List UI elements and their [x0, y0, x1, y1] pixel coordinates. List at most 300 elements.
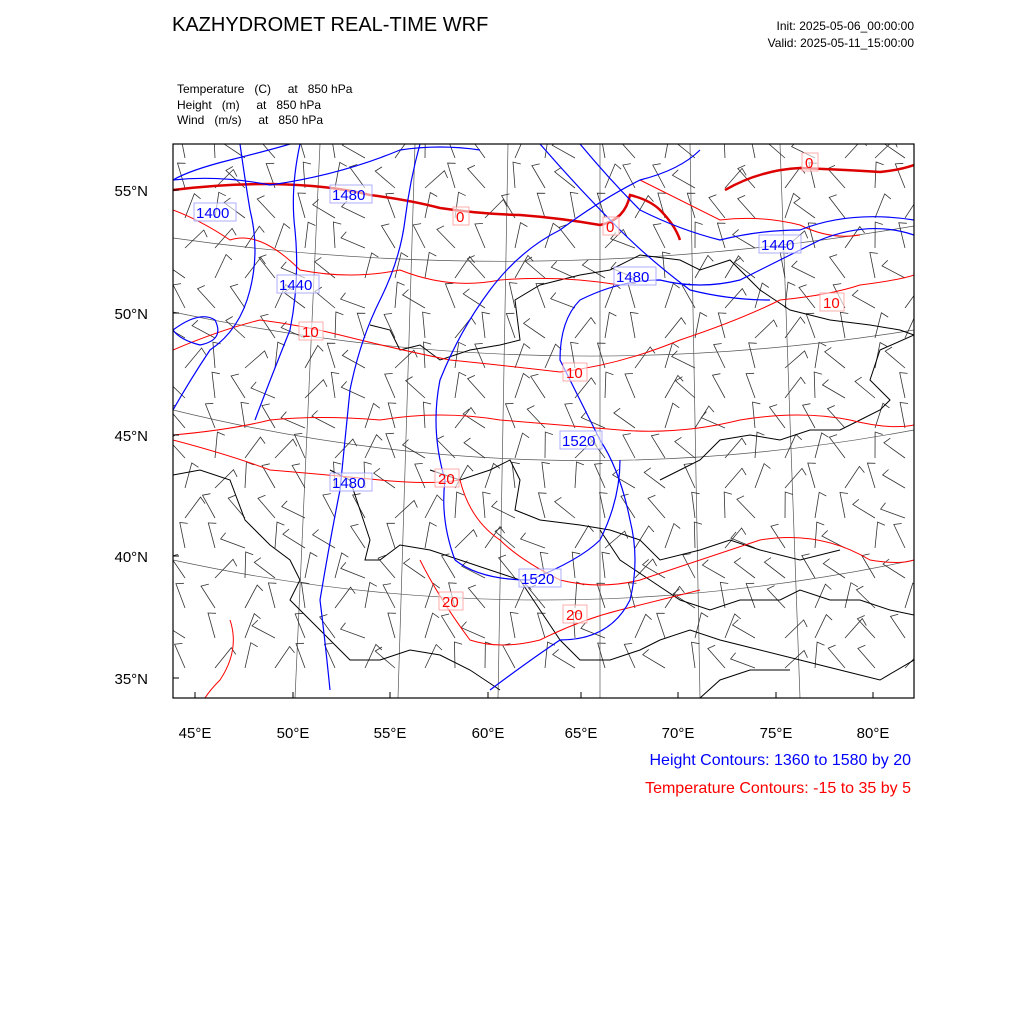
wind-barb	[623, 164, 635, 188]
wind-barb	[597, 583, 605, 608]
wind-barb	[499, 555, 515, 578]
wind-barb	[900, 403, 908, 429]
field-temperature: Temperature (C) at 850 hPa	[177, 82, 353, 96]
wind-barb	[215, 559, 237, 578]
wind-barb	[605, 372, 613, 398]
wind-barb	[168, 405, 185, 428]
wind-barb	[785, 620, 807, 638]
wind-barb	[176, 583, 185, 608]
wind-barb	[875, 403, 890, 428]
wind-barb	[425, 522, 437, 548]
temperature-label: 10	[302, 324, 319, 341]
wind-barb	[386, 433, 395, 458]
wind-barb	[825, 347, 845, 368]
wind-barb	[551, 261, 575, 278]
wind-barb	[461, 622, 485, 638]
wind-barb	[305, 222, 315, 248]
wind-barb	[455, 372, 466, 398]
wind-barb	[755, 464, 770, 488]
wind-barb	[351, 524, 365, 548]
wind-barb	[468, 375, 485, 398]
wind-barb	[692, 642, 700, 668]
wind-barb	[602, 552, 610, 578]
wind-barb	[305, 345, 323, 368]
wind-barb	[245, 585, 263, 608]
wind-barb	[404, 558, 425, 578]
wind-barb	[555, 497, 575, 518]
height-contour-labels	[194, 185, 801, 588]
wind-barb	[180, 133, 188, 159]
wind-barb	[341, 562, 365, 578]
wind-barb	[425, 613, 439, 638]
wind-barb	[630, 312, 638, 338]
wind-barb	[524, 318, 545, 338]
wind-barb	[624, 643, 635, 668]
wind-barb	[852, 290, 875, 308]
wind-barb	[575, 526, 594, 548]
wind-barb	[350, 165, 365, 189]
wind-barb	[213, 342, 221, 368]
wind-barb	[702, 560, 725, 578]
wind-barb	[231, 374, 245, 398]
wind-barb	[185, 497, 205, 518]
wind-barb	[295, 613, 305, 638]
wind-barb	[657, 613, 665, 638]
wind-barb	[425, 583, 440, 608]
wind-barb	[515, 433, 529, 458]
wind-barb	[425, 252, 436, 278]
wind-barb	[375, 167, 395, 188]
temperature-label: 10	[823, 295, 840, 312]
wind-barb	[845, 619, 866, 638]
wind-barb	[651, 434, 665, 458]
lon-label: 65°E	[564, 725, 598, 742]
temperature-contour-labels	[299, 153, 844, 624]
wind-barb	[653, 224, 665, 248]
wind-barb	[365, 582, 377, 608]
lat-label: 35°N	[114, 671, 148, 688]
init-time: Init: 2025-05-06_00:00:00	[776, 19, 914, 33]
wind-barb	[333, 222, 341, 248]
wind-barb	[482, 312, 490, 338]
wind-barb	[845, 466, 864, 488]
wind-barb	[375, 647, 395, 668]
wind-barb	[737, 496, 755, 518]
wind-barb	[296, 643, 305, 668]
wind-barb	[208, 523, 216, 548]
wind-barb	[532, 164, 545, 188]
wind-barb	[515, 344, 530, 368]
wind-barb	[598, 643, 606, 668]
wind-barb	[884, 138, 905, 158]
wind-barb	[582, 260, 605, 278]
wind-barb	[875, 194, 891, 218]
wind-barb	[830, 255, 845, 278]
wind-barb	[441, 614, 455, 638]
wind-barb	[855, 377, 875, 398]
wind-barb	[425, 171, 448, 188]
wind-barb	[470, 135, 485, 159]
wind-barb	[856, 586, 875, 608]
wind-barb	[455, 257, 475, 279]
wind-barb	[215, 255, 232, 279]
wind-barb	[894, 524, 905, 549]
wind-barb	[335, 439, 357, 458]
wind-barb	[731, 653, 755, 668]
wind-barb	[858, 645, 875, 668]
lon-label: 50°E	[276, 725, 310, 742]
wind-barb	[163, 619, 185, 638]
wind-barb	[492, 501, 515, 518]
wind-barb	[625, 373, 635, 398]
wind-barb	[665, 524, 680, 548]
wind-barb	[725, 468, 746, 488]
wind-barb	[445, 283, 455, 308]
wind-barb	[675, 437, 695, 458]
wind-barb	[448, 163, 456, 188]
wind-barb	[635, 347, 655, 368]
wind-barb	[545, 432, 553, 458]
wind-barb	[515, 223, 527, 248]
lon-label: 80°E	[856, 725, 890, 742]
wind-barb	[665, 283, 680, 308]
wind-barb	[305, 380, 327, 398]
field-wind: Wind (m/s) at 850 hPa	[177, 113, 324, 127]
wind-barb	[384, 313, 395, 338]
height-label: 1480	[332, 187, 366, 204]
valid-time: Valid: 2025-05-11_15:00:00	[767, 36, 914, 50]
wind-barb	[406, 377, 425, 398]
wind-barb	[539, 493, 547, 518]
wind-barb	[258, 135, 275, 158]
wind-barb	[455, 492, 464, 518]
wind-barb	[840, 493, 848, 519]
wind-barb	[455, 530, 477, 548]
wind-barb	[164, 258, 185, 278]
wind-barb	[665, 343, 679, 368]
wind-barb	[282, 501, 305, 518]
wind-barb	[905, 287, 925, 308]
wind-barb	[806, 313, 815, 338]
wind-barb	[665, 375, 683, 398]
wind-barb	[708, 645, 725, 668]
wind-barb	[555, 167, 575, 188]
wind-barb	[857, 616, 875, 639]
wind-barb	[208, 613, 216, 638]
wind-barb	[341, 381, 365, 398]
wind-barb	[245, 351, 268, 368]
height-label: 1520	[562, 433, 596, 450]
wind-barb	[531, 374, 545, 398]
wind-barb	[875, 162, 884, 188]
wind-barb	[875, 222, 883, 248]
wind-barb	[335, 162, 347, 188]
wind-barb	[425, 645, 442, 669]
wind-barb	[665, 132, 677, 158]
wind-barb	[275, 439, 297, 458]
wind-barb	[245, 643, 258, 668]
lat-label: 45°N	[114, 428, 148, 445]
wind-barb	[829, 435, 845, 458]
wind-barb	[365, 403, 380, 428]
wind-barb	[468, 585, 485, 608]
height-label: 1520	[521, 571, 555, 588]
wind-barb	[275, 647, 295, 669]
wind-barb	[755, 320, 777, 338]
wind-barb	[734, 558, 755, 578]
wind-barb	[815, 492, 826, 518]
wind-barb	[446, 133, 455, 158]
wind-barb	[503, 644, 515, 668]
wind-barb	[545, 132, 556, 158]
wind-barb	[464, 438, 485, 458]
wind-barb	[672, 170, 695, 188]
wind-barb	[510, 612, 518, 638]
wind-barb	[387, 523, 395, 548]
wind-barb	[815, 615, 832, 638]
wind-barb	[618, 135, 635, 158]
wind-barb	[335, 553, 348, 578]
wind-barb	[600, 132, 608, 158]
wind-barb	[342, 350, 365, 368]
wind-barb	[185, 348, 206, 368]
wind-barb	[257, 196, 275, 218]
lat-label: 40°N	[114, 549, 148, 566]
wind-barb	[628, 283, 636, 308]
lon-label: 60°E	[471, 725, 505, 742]
wind-barb	[382, 224, 396, 248]
wind-barb	[537, 193, 545, 218]
wind-barb	[241, 402, 249, 428]
wind-barb	[475, 223, 485, 248]
wind-barb	[374, 468, 395, 488]
wind-barb	[733, 229, 755, 248]
wind-barb	[623, 434, 635, 458]
wind-barb	[403, 290, 425, 309]
wind-barb	[840, 312, 848, 338]
wind-barb	[695, 406, 714, 428]
wind-barb	[814, 372, 822, 398]
wind-barb	[413, 224, 425, 248]
wind-barb	[870, 253, 878, 279]
wind-barb	[829, 195, 845, 218]
wind-barb	[884, 438, 905, 458]
wind-barb	[724, 492, 732, 518]
wind-barb	[785, 492, 793, 518]
wind-barb	[885, 347, 905, 368]
wind-barb	[575, 462, 584, 488]
wind-barb	[845, 139, 867, 158]
wind-barb	[251, 382, 275, 398]
wind-barb	[665, 586, 684, 608]
wind-barb	[455, 408, 476, 429]
height-label: 1440	[761, 237, 795, 254]
wind-barb	[245, 462, 254, 488]
wind-barb	[341, 232, 365, 248]
wind-barb	[709, 195, 725, 218]
wind-barb	[875, 140, 897, 158]
wind-barb	[301, 582, 309, 608]
wind-barb	[230, 284, 245, 308]
wind-barb	[845, 583, 858, 608]
temperature-label: 0	[606, 219, 615, 236]
wind-barb	[875, 343, 887, 369]
wind-barb	[881, 503, 905, 518]
wind-barb	[600, 493, 608, 518]
wind-barb	[455, 342, 466, 368]
wind-barb	[899, 223, 907, 248]
wind-barb	[378, 555, 395, 578]
wind-barb	[767, 586, 785, 608]
wind-barb	[785, 351, 808, 368]
wind-barb	[485, 642, 493, 668]
wind-barb	[714, 344, 725, 369]
wind-barb	[808, 463, 816, 488]
wind-barb	[275, 522, 284, 548]
lon-label: 45°E	[178, 725, 212, 742]
wind-barb	[605, 312, 616, 338]
wind-barb	[201, 584, 215, 608]
wind-barb	[614, 408, 635, 428]
wind-barb	[252, 620, 275, 638]
wind-barb	[303, 162, 311, 188]
wind-barb	[891, 614, 906, 638]
wind-barb	[312, 411, 335, 429]
wind-barb	[395, 137, 415, 158]
wind-barb	[900, 373, 908, 398]
wind-barb	[764, 558, 785, 578]
wind-barb	[882, 260, 905, 278]
wind-barb	[785, 317, 805, 338]
height-label: 1480	[332, 475, 366, 492]
wind-barb	[771, 524, 785, 548]
wind-barb	[513, 162, 521, 188]
wind-barb	[675, 137, 695, 158]
temperature-contour-legend: Temperature Contours: -15 to 35 by 5	[645, 780, 911, 797]
wind-barb	[521, 533, 545, 548]
wind-barb	[515, 373, 530, 398]
wind-barb	[683, 554, 695, 578]
wind-barb	[733, 620, 756, 638]
wind-barb	[785, 377, 805, 398]
wind-barb	[261, 314, 275, 338]
wind-barb	[635, 614, 652, 638]
temperature-label: 10	[566, 365, 583, 382]
wind-barb	[823, 380, 846, 398]
wind-barb	[785, 282, 795, 308]
wind-barb	[425, 495, 443, 518]
wind-barb	[552, 140, 575, 158]
wind-barb	[525, 257, 545, 278]
wind-barb	[713, 374, 726, 398]
wind-barb	[545, 223, 560, 248]
height-label: 1440	[279, 277, 313, 294]
wind-barb	[694, 522, 702, 548]
wind-barb	[692, 492, 700, 518]
lat-label: 55°N	[114, 183, 148, 200]
chart-title: KAZHYDROMET REAL-TIME WRF	[172, 14, 489, 36]
wind-barb	[750, 133, 758, 159]
wind-barb	[724, 132, 732, 158]
wind-barb	[425, 132, 433, 158]
wind-barb	[575, 582, 584, 608]
wind-barb	[575, 318, 596, 339]
wind-barb	[221, 533, 245, 548]
wind-barb	[621, 494, 635, 518]
temperature-label: 0	[456, 209, 465, 226]
wind-barb	[175, 643, 185, 668]
wind-barb	[298, 193, 306, 218]
wind-barb	[383, 584, 395, 608]
wind-barb	[862, 554, 875, 578]
wind-barb	[905, 583, 919, 608]
wind-barb	[214, 132, 222, 158]
wind-barb	[185, 230, 207, 248]
wind-barb	[212, 372, 220, 398]
wind-barb	[262, 404, 275, 428]
wind-barb	[327, 343, 335, 368]
wind-barb	[643, 649, 665, 668]
wind-barb	[468, 256, 486, 279]
wind-barb	[506, 403, 516, 428]
wind-barb	[254, 558, 275, 578]
wind-barb	[415, 463, 425, 488]
wind-barb	[185, 463, 199, 488]
wind-barb	[203, 494, 216, 518]
wind-barb	[746, 373, 755, 398]
wind-barb	[506, 313, 515, 338]
wind-barb	[468, 165, 485, 188]
wind-barb	[875, 522, 885, 548]
height-label: 1400	[196, 205, 230, 222]
temperature-label: 20	[438, 471, 455, 488]
lon-label: 55°E	[373, 725, 407, 742]
height-label: 1480	[616, 269, 650, 286]
wind-barb	[749, 343, 757, 368]
wind-barb	[462, 561, 485, 578]
wind-barb	[717, 223, 725, 248]
lat-label: 50°N	[114, 306, 148, 323]
wind-barb	[168, 436, 186, 459]
wind-barb	[173, 284, 185, 308]
wind-barb	[281, 412, 305, 428]
wind-barb	[342, 140, 365, 158]
wind-barb	[725, 528, 746, 548]
wind-barb	[905, 649, 927, 668]
wind-barb	[388, 613, 396, 638]
wind-barb	[385, 373, 395, 398]
wind-barb	[268, 583, 276, 608]
wind-barb	[483, 492, 491, 518]
wind-barb	[725, 614, 741, 638]
wind-barb	[815, 342, 826, 368]
wind-barb	[527, 406, 545, 428]
wind-barb	[738, 195, 755, 218]
wind-barb	[792, 261, 815, 278]
wind-barb	[341, 293, 365, 308]
wind-barb	[357, 313, 365, 338]
lon-label: 70°E	[661, 725, 695, 742]
wind-barb	[388, 403, 396, 428]
temperature-label: 20	[442, 594, 459, 611]
wind-barb	[475, 343, 485, 368]
wind-barb	[676, 377, 696, 398]
field-height: Height (m) at 850 hPa	[177, 98, 322, 112]
wind-barb	[205, 403, 215, 428]
wind-barb	[395, 500, 417, 518]
wind-barb	[245, 437, 265, 458]
wind-barb	[509, 283, 517, 308]
